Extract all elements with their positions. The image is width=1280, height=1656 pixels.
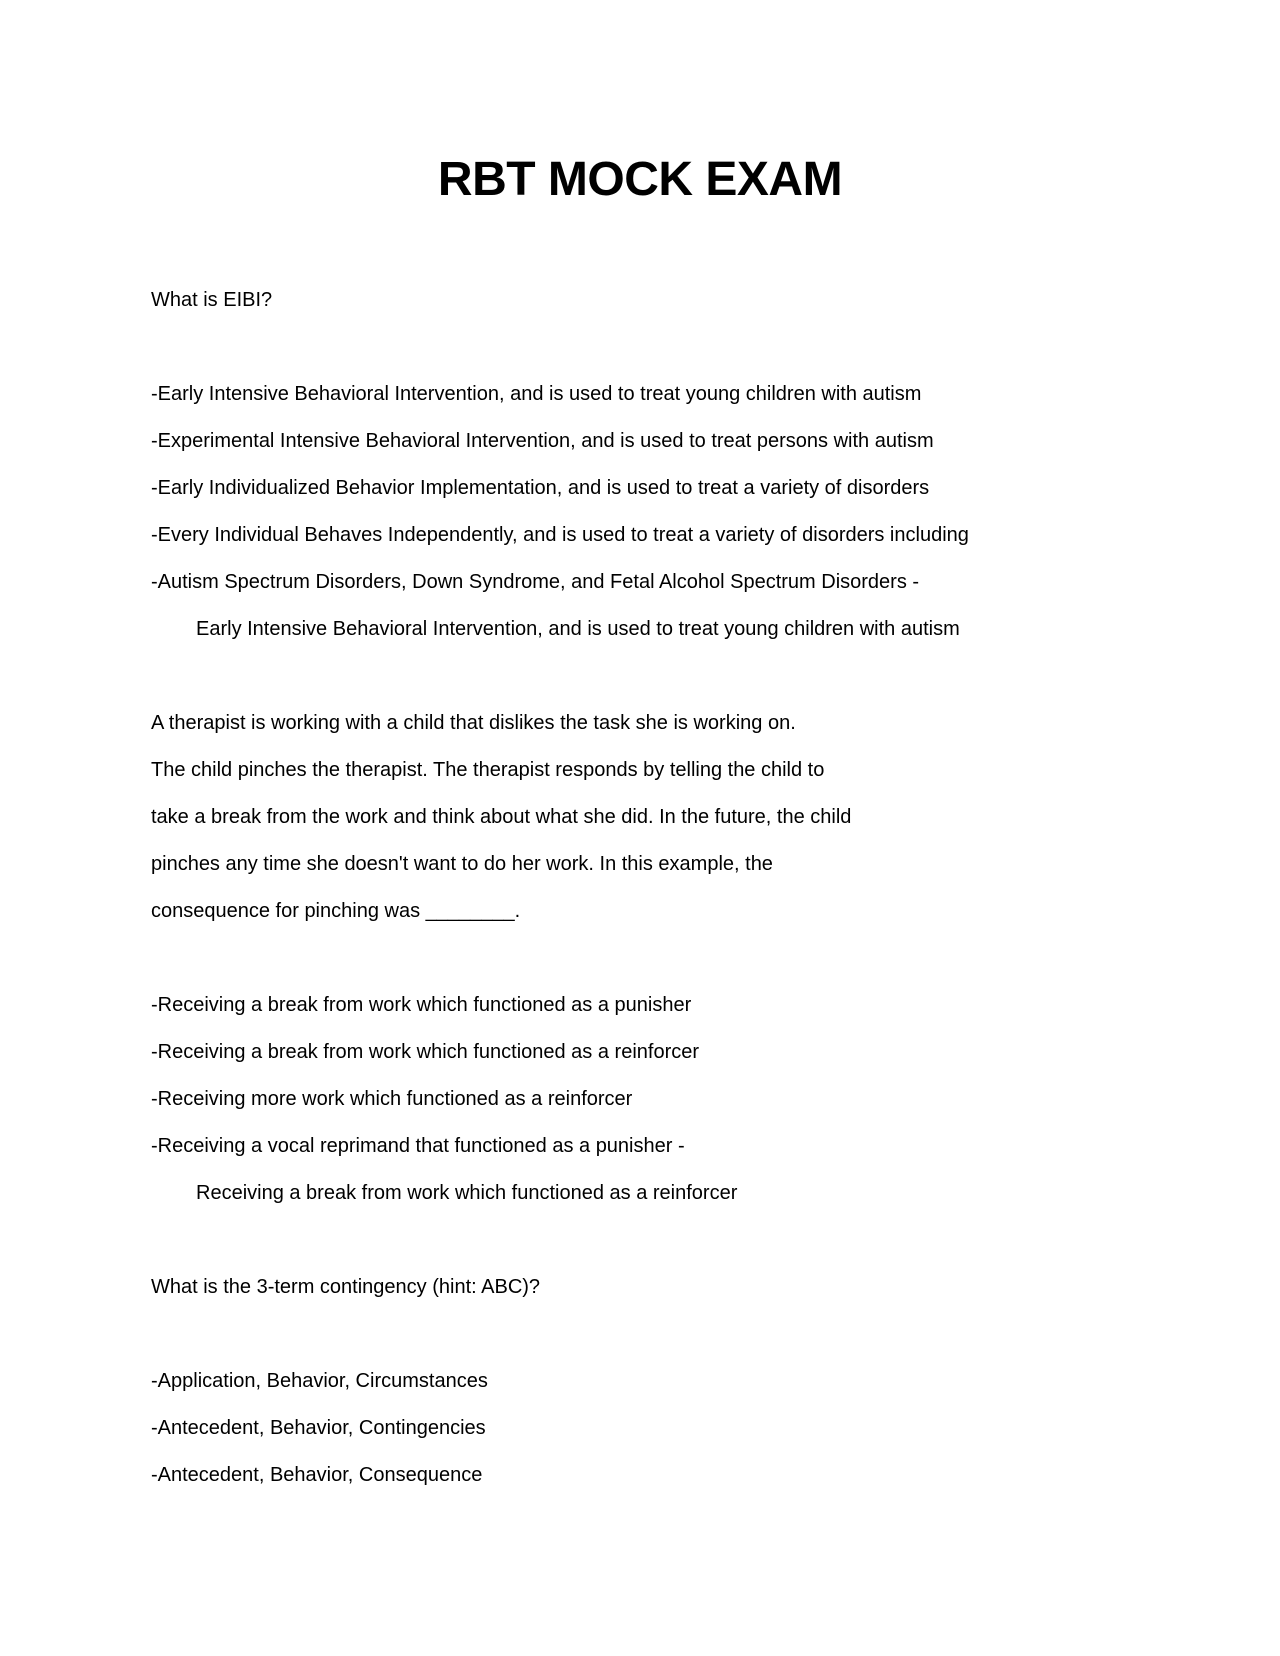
question-1: What is EIBI? bbox=[151, 289, 273, 311]
q3-option-3: -Antecedent, Behavior, Consequence bbox=[151, 1464, 483, 1486]
q2-question-line-1: A therapist is working with a child that dislikes the task she is working on. bbox=[151, 712, 796, 734]
q1-option-5: -Autism Spectrum Disorders, Down Syndrome, and Fetal Alcohol Spectrum Disorders - bbox=[151, 571, 920, 593]
q1-option-1: -Early Intensive Behavioral Intervention, and is used to treat young children with autism bbox=[151, 383, 922, 405]
q1-option-3: -Early Individualized Behavior Implementation, and is used to treat a variety of disorders bbox=[151, 477, 930, 499]
question-3: What is the 3-term contingency (hint: ABC)? bbox=[151, 1276, 541, 1298]
q2-option-2: -Receiving a break from work which functioned as a reinforcer bbox=[151, 1041, 700, 1063]
q2-question-line-5: consequence for pinching was ________. bbox=[151, 900, 521, 922]
q2-option-1: -Receiving a break from work which functioned as a punisher bbox=[151, 994, 692, 1016]
q2-option-4: -Receiving a vocal reprimand that functioned as a punisher - bbox=[151, 1135, 685, 1157]
q2-question-line-2: The child pinches the therapist. The therapist responds by telling the child to bbox=[151, 759, 825, 781]
q3-option-2: -Antecedent, Behavior, Contingencies bbox=[151, 1417, 486, 1439]
q1-answer: Early Intensive Behavioral Intervention, and is used to treat young children with autism bbox=[196, 618, 960, 640]
q3-option-1: -Application, Behavior, Circumstances bbox=[151, 1370, 488, 1392]
q2-question-line-4: pinches any time she doesn't want to do her work. In this example, the bbox=[151, 853, 773, 875]
q2-option-3: -Receiving more work which functioned as a reinforcer bbox=[151, 1088, 633, 1110]
q2-question-line-3: take a break from the work and think about what she did. In the future, the child bbox=[151, 806, 852, 828]
q1-option-2: -Experimental Intensive Behavioral Intervention, and is used to treat persons with autism bbox=[151, 430, 934, 452]
q1-option-4: -Every Individual Behaves Independently, and is used to treat a variety of disorders including bbox=[151, 524, 969, 546]
page-title: RBT MOCK EXAM bbox=[437, 153, 843, 206]
q2-answer: Receiving a break from work which functioned as a reinforcer bbox=[196, 1182, 738, 1204]
